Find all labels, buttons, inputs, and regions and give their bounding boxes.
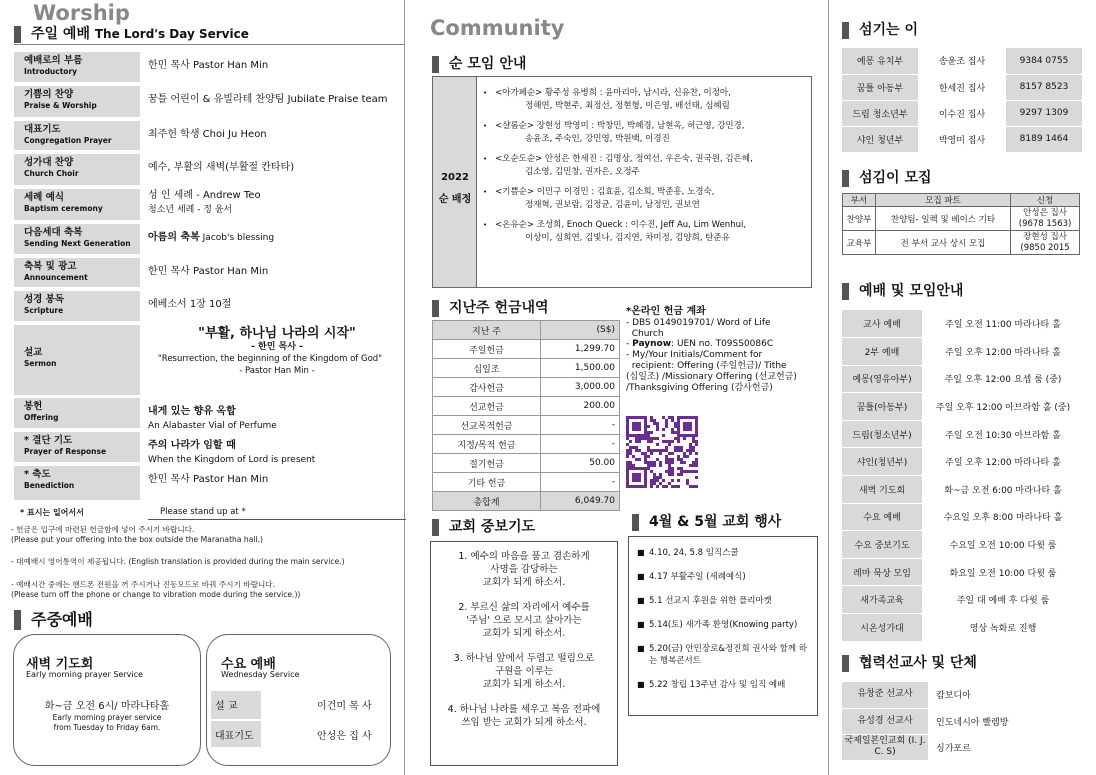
- server-row: 샤인 청년부 박영미 집사 8189 1464: [842, 126, 1082, 152]
- dawn-time: 화~금 오전 6시/ 마라나타홀: [44, 701, 170, 712]
- meeting-row: 2부 예배 주일 오후 12:00 마라나타 홀: [842, 338, 1084, 366]
- community-heading: Community: [430, 16, 565, 40]
- prayer-item: 2. 부르신 삶의 자리에서 예수를 '주님' 으로 모시고 살아가는 교회가 되게 하소서.: [458, 602, 590, 639]
- offering-row: 선교헌금 200.00: [433, 397, 620, 416]
- prayer-item: 1. 예수의 마음을 품고 겸손하게 사명을 감당하는 교회가 되게 하소서.: [458, 551, 590, 588]
- dawn-title: 새벽 기도회: [26, 657, 94, 672]
- server-row: 예몽 유치부 송윤조 집사 9384 0755: [842, 48, 1082, 74]
- group-item: • <샬롬순> 장현성 박영미 : 박창민, 박혜경, 남현옥, 허근영, 강민경, 송윤조, 주숙인, 강민영, 박원백, 이경진: [483, 121, 745, 144]
- worship-heading: Worship: [33, 1, 130, 25]
- offering-row: 총합계 6,049.70: [433, 492, 620, 511]
- notice-1-en: (Please put your offering into the box outside the Maranatha hall.): [11, 535, 263, 544]
- group-item: • <온유순> 조성희, Enoch Queck : 이수진, Jeff Au, Lim Wenhui, 이상미, 심희연, 김빛나, 김지연, 차미정, 김양희, 탄준유: [483, 220, 747, 243]
- prayer-item: 4. 하나님 나라를 세우고 복음 전파에 쓰임 받는 교회가 되게 하소서.: [447, 704, 601, 728]
- notice-1: - 헌금은 입구에 마련된 헌금함에 넣어 주시기 바랍니다.: [11, 525, 195, 534]
- offering-row: 지정/목적 헌금 -: [433, 435, 620, 454]
- event-item: ■ 5.1 선교지 후원을 위한 플리마켓: [637, 595, 811, 607]
- recruit-row: 찬양부 찬양팀- 일렉 및 베이스 기타 안성은 집사 (9678 1563): [843, 207, 1080, 231]
- offering-table: [432, 320, 620, 511]
- meeting-row: 꿈틀(아동부) 주일 오후 12:00 아브라함 홀 (중): [842, 393, 1084, 421]
- recruit-header: 부서 모집 파트 신청: [843, 194, 1080, 207]
- dawn-subtitle: Early morning prayer Service: [26, 670, 143, 679]
- notice-3-en: (Please turn off the phone or change to vibration mode during the service.)): [11, 590, 301, 599]
- group-item: • <아가페순> 황주성 유병희 : 윤마리아, 남시라, 신유찬, 이정아, 정해연, 박현주, 최정선, 정현형, 이은영, 배선태, 심혜림: [483, 88, 731, 111]
- recruit-row: 교육부 전 부서 교사 상시 모집 장현성 집사 (9850 2015: [843, 231, 1080, 255]
- prayer-box: [430, 541, 618, 766]
- prayer-item: 3. 하나님 앞에서 두렵고 떨림으로 구원을 이루는 교회가 되게 하소서.: [453, 653, 595, 690]
- partner-row: 유성경 선교사 인도네시아 빨렘방: [842, 708, 1082, 734]
- meeting-row: 새벽 기도회 화~금 오전 6:00 마라나타 홀: [842, 476, 1084, 504]
- events-box: [628, 536, 818, 716]
- partner-row: 유창준 선교사 캄보디아: [842, 682, 1082, 708]
- worship-title: 주일 예배 The Lord's Day Service: [14, 26, 249, 43]
- events-title: 4월 & 5월 교회 행사: [632, 514, 781, 531]
- meeting-row: 예몽(영유아부) 주일 오후 12:00 요셉 룸 (중): [842, 365, 1084, 393]
- divider: [14, 44, 404, 45]
- groups-title: 순 모임 안내: [432, 56, 526, 73]
- prayer-title: 교회 중보기도: [432, 519, 535, 536]
- partner-row: 국제일본인교회 (I. J. C. S) 싱가포르: [842, 734, 1082, 760]
- servers-title: 섬기는 이: [842, 22, 918, 39]
- stand-note: * 표시는 일어서서 Please stand up at *: [14, 507, 400, 521]
- column-divider: [404, 0, 405, 775]
- column-divider: [828, 0, 829, 775]
- wednesday-service-box: 수요 예배 Wednesday Service 설 교 이건미 목 사 대표기도 안성은 집 사: [206, 634, 391, 766]
- meeting-row: 레마 묵상 모임 화요일 오전 10:00 다윗 룸: [842, 558, 1084, 586]
- event-item: ■ 5.14(토) 새가족 환영(Knowing party): [637, 619, 811, 631]
- meetings-title: 예배 및 모임안내: [842, 283, 963, 300]
- event-item: ■ 5.22 창립 13주년 감사 및 임직 예배: [637, 679, 811, 691]
- event-item: ■ 4.17 부활주일 (세례예식): [637, 571, 811, 583]
- recruit-table: [842, 193, 1080, 255]
- wed-subtitle: Wednesday Service: [221, 670, 300, 679]
- groups-box: 2022 순 배정 • <아가페순> 황주성 유병희 : 윤마리아, 남시라, 신유찬, 이정아, 정해연, 박현주, 최정선, 정현형, 이은영, 배선태, 심혜림 • <샬롬순> 장현성 박영미 : 박창민, 박혜경, 남현옥, 허근영, 강민경, 송윤조, 주숙인, 강민영, 박원백, 이경진 • <오순도순> 안성은 한세진 : 김명상, 정여선, 우은숙, 권국원, 김은혜, 김소영, 김민창, 권자은, 오정주 • <기쁨순> 이민구 이경민 : 김효윤, 김소희, 박준흥, 노경숙, 정재혁, 권보람, 김정균, 김윤미, 남정민, 권보연 • <온유순> 조성희, Enoch Queck : 이수진, Jeff Au, Lim Wenhui, 이상미, 심희연, 김빛나, 김지연, 차미정, 김양희, 탄준유: [432, 76, 812, 288]
- meeting-row: 샤인(청년부) 주일 오후 12:00 마라나타 홀: [842, 448, 1084, 476]
- weekday-title: 주중예배: [14, 610, 93, 630]
- offering-title: 지난주 헌금내역: [432, 300, 549, 317]
- offering-row: 감사헌금 3,000.00: [433, 378, 620, 397]
- event-item: ■ 5.20(금) 안민장로&정진희 권사와 함께 하는 행복콘서트: [637, 643, 811, 667]
- meeting-row: 수요 예배 수요일 오후 8:00 마라나타 홀: [842, 503, 1084, 531]
- wed-title: 수요 예배: [221, 657, 276, 672]
- dawn-prayer-box: 새벽 기도회 Early morning prayer Service 화~금 오전 6시/ 마라나타홀 Early morning prayer service from Tuesday to Friday 6am.: [13, 634, 201, 766]
- meeting-row: 드림(청소년부) 주일 오전 10:30 아브라함 홀: [842, 420, 1084, 448]
- offering-row: 선교목적헌금 -: [433, 416, 620, 435]
- meeting-row: 교사 예배 주일 오전 11:00 마라나타 홀: [842, 310, 1084, 338]
- offering-row: 십일조 1,500.00: [433, 359, 620, 378]
- offering-row: 기타 헌금 -: [433, 473, 620, 492]
- server-row: 드림 청소년부 이수진 집사 9297 1309: [842, 100, 1082, 126]
- partners-title: 협력선교사 및 단체: [842, 655, 977, 672]
- event-item: ■ 4.10, 24, 5.8 임직스쿨: [637, 547, 811, 559]
- server-row: 꿈틀 아동부 한세진 집사 8157 8523: [842, 74, 1082, 100]
- notice-3: - 예배시간 중에는 핸드폰 전원을 꺼 주시거나 진동모드로 바꿔 주시기 바랍니다.: [11, 580, 276, 589]
- recruit-title: 섬김이 모집: [842, 170, 932, 187]
- partners-table: [842, 682, 1082, 761]
- servers-table: [842, 48, 1082, 153]
- group-item: • <오순도순> 안성은 한세진 : 김명상, 정여선, 우은숙, 권국원, 김은혜, 김소영, 김민창, 권자은, 오정주: [483, 154, 753, 177]
- meeting-row: 시온성가대 영상 녹화로 진행: [842, 614, 1084, 642]
- qr-code-icon: [626, 416, 698, 488]
- notice-2: - 대예배시 영어통역이 제공됩니다. (English translation is provided during the main service.): [11, 557, 345, 566]
- offering-row: 지난 주 (S$): [433, 321, 620, 340]
- offering-row: 절기헌금 50.00: [433, 454, 620, 473]
- online-giving: *온라인 헌금 계좌 - DBS 0149019701/ Word of Life Church - Paynow: UEN no. T09SS0086C - My/Your Initials/Comment for recipient: Offering (주일헌금)/ Tithe (십일조) /Missionary Offering (선교헌금) /Thanksgiving Offering (감사헌금): [626, 306, 797, 393]
- offering-row: 주일헌금 1,299.70: [433, 340, 620, 359]
- meeting-row: 수요 중보기도 수요일 오전 10:00 다윗 룸: [842, 531, 1084, 559]
- meeting-row: 새가족교육 주일 대 예배 후 다윗 룸: [842, 586, 1084, 614]
- group-item: • <기쁨순> 이민구 이경민 : 김효윤, 김소희, 박준흥, 노경숙, 정재혁, 권보람, 김정균, 김윤미, 남정민, 권보연: [483, 187, 715, 210]
- meetings-table: [842, 310, 1084, 642]
